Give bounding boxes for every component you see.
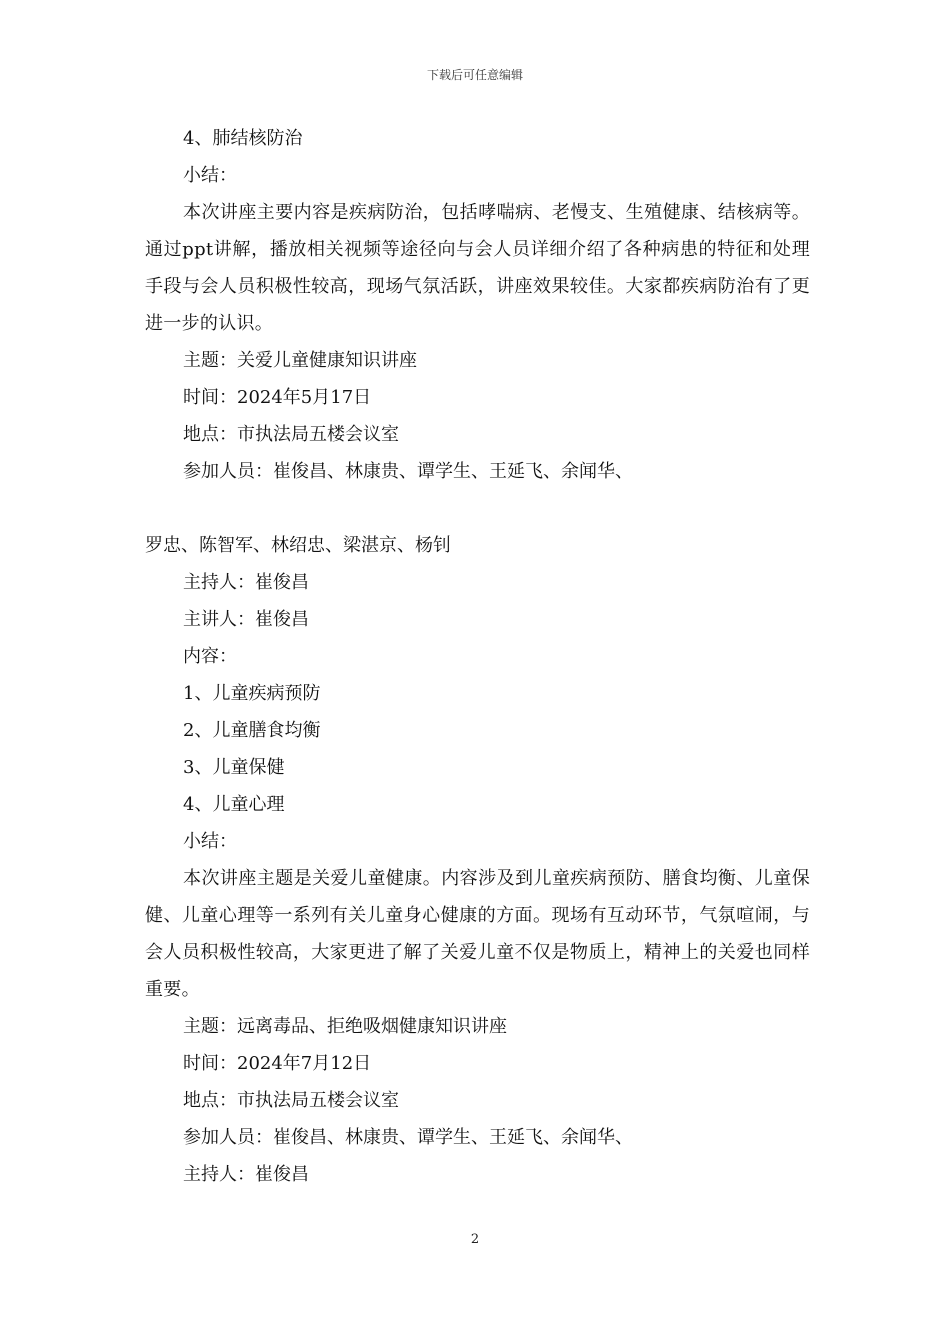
place-line: 地点：市执法局五楼会议室 <box>183 424 399 445</box>
document-body <box>145 120 810 1193</box>
topic-line: 主题：关爱儿童健康知识讲座 <box>183 350 417 371</box>
speaker-line: 主讲人：崔俊昌 <box>183 609 309 630</box>
list-item: 4、肺结核防治 <box>183 128 303 149</box>
summary-paragraph: 本次讲座主题是关爱儿童健康。内容涉及到儿童疾病预防、膳食均衡、儿童保健、儿童心理等一系列有关儿童身心健康的方面。现场有互动环节，气氛喧闹，与会人员积极性较高，大家更进了解了关爱儿童不仅是物质上，精神上的关爱也同样重要。 <box>145 868 810 1000</box>
time-line: 时间：2024年7月12日 <box>183 1053 372 1074</box>
summary-label: 小结： <box>183 165 237 186</box>
participants-line: 参加人员：崔俊昌、林康贵、谭学生、王延飞、余闻华、 <box>183 461 633 482</box>
list-item: 1、儿童疾病预防 <box>183 683 321 704</box>
participants-line: 参加人员：崔俊昌、林康贵、谭学生、王延飞、余闻华、 <box>183 1127 633 1148</box>
list-item: 3、儿童保健 <box>183 757 285 778</box>
blank-line <box>145 490 810 527</box>
page-number: 2 <box>470 1232 480 1247</box>
page-header: 下载后可任意编辑 <box>426 68 523 82</box>
host-line: 主持人：崔俊昌 <box>183 1164 309 1185</box>
summary-label: 小结： <box>183 831 237 852</box>
time-line: 时间：2024年5月17日 <box>183 387 372 408</box>
host-line: 主持人：崔俊昌 <box>183 572 309 593</box>
list-item: 4、儿童心理 <box>183 794 285 815</box>
place-line: 地点：市执法局五楼会议室 <box>183 1090 399 1111</box>
summary-paragraph: 本次讲座主要内容是疾病防治，包括哮喘病、老慢支、生殖健康、结核病等。通过ppt讲解，播放相关视频等途径向与会人员详细介绍了各种病患的特征和处理手段与会人员积极性较高，现场气氛活跃，讲座效果较佳。大家都疾病防治有了更进一步的认识。 <box>145 202 810 334</box>
content-label: 内容： <box>183 646 237 667</box>
participants-continuation: 罗忠、陈智军、林绍忠、梁湛京、杨钊 <box>145 535 451 556</box>
topic-line: 主题：远离毒品、拒绝吸烟健康知识讲座 <box>183 1016 507 1037</box>
list-item: 2、儿童膳食均衡 <box>183 720 321 741</box>
